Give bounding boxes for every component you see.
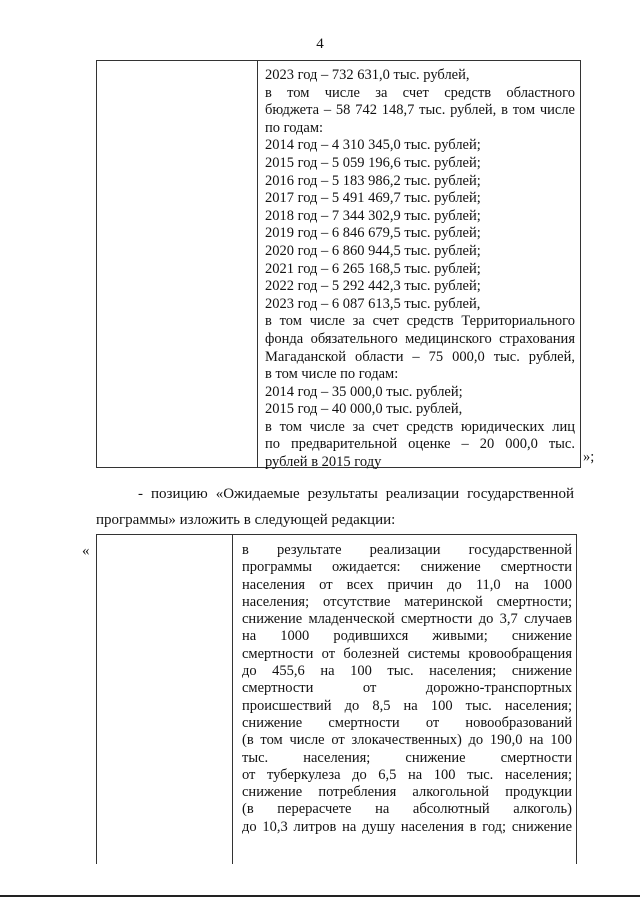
results-text	[242, 542, 572, 836]
table-line: 2023 год – 732 631,0 тыс. рублей,	[265, 67, 470, 83]
paragraph-line: - позицию «Ожидаемые результаты реализации государственной	[138, 486, 574, 502]
table-line: программы ожидается: снижение смертности	[242, 559, 572, 576]
table-line: происшествий до 8,5 на 100 тыс. населения;	[242, 697, 572, 714]
table-line: населения от всех причин до 11,0 на 1000	[242, 576, 572, 593]
table-line: до 10,3 литров на душу населения в год; снижение	[242, 818, 572, 835]
table-line: 2022 год – 5 292 442,3 тыс. рублей;	[265, 278, 481, 295]
column-divider	[232, 535, 233, 864]
table-line: рублей в 2015 году	[265, 454, 382, 471]
table-line: 2023 год – 6 087 613,5 тыс. рублей,	[265, 295, 481, 312]
table-line: в том числе за счет средств областного	[265, 84, 575, 101]
table-line: снижение потребления алкогольной продукции	[242, 784, 572, 801]
table-line: 2021 год – 6 265 168,5 тыс. рублей;	[265, 260, 481, 277]
table-line: Магаданской области – 75 000,0 тыс. рублей,	[265, 348, 575, 365]
table-line: фонда обязательного медицинского страхования	[265, 330, 575, 347]
funding-text	[265, 67, 575, 472]
table-line: по предварительной оценке – 20 000,0 тыс.	[265, 436, 575, 453]
table-line: от туберкулеза до 6,5 на 100 тыс. населения;	[242, 766, 572, 783]
table-line: смертности от дорожно-транспортных	[242, 680, 572, 697]
opening-quote: «	[82, 543, 90, 559]
column-divider	[257, 61, 258, 467]
paragraph-line: программы» изложить в следующей редакции:	[96, 512, 396, 528]
table-line: 2020 год – 6 860 944,5 тыс. рублей;	[265, 242, 481, 259]
table-line: в том числе по годам:	[265, 366, 399, 383]
table-line: 2018 год – 7 344 302,9 тыс. рублей;	[265, 207, 481, 224]
page-number: 4	[316, 36, 324, 52]
funding-table	[96, 60, 581, 471]
table-line: на 1000 родившихся живыми; снижение	[242, 628, 572, 645]
table-line: 2016 год – 5 183 986,2 тыс. рублей;	[265, 172, 481, 189]
table-line: (в том числе от злокачественных) до 190,0 на 100	[242, 732, 572, 749]
table-line: снижение младенческой смертности до 3,7 случаев	[242, 611, 572, 628]
table-line: снижение смертности от новообразований	[242, 714, 572, 731]
results-table	[96, 534, 577, 864]
table-line: в том числе за счет средств юридических лиц	[265, 418, 575, 435]
table-line: 2015 год – 40 000,0 тыс. рублей,	[265, 401, 463, 418]
table-line: 2014 год – 4 310 345,0 тыс. рублей;	[265, 137, 481, 154]
table-line: в том числе за счет средств Территориального	[265, 313, 575, 330]
table-line: смертности от болезней системы кровообращения	[242, 645, 572, 662]
table-line: 2015 год – 5 059 196,6 тыс. рублей;	[265, 154, 481, 171]
table-line: 2019 год – 6 846 679,5 тыс. рублей;	[265, 225, 481, 242]
page-bottom-rule	[0, 895, 640, 897]
closing-quote: »;	[583, 449, 595, 465]
table-line: по годам:	[265, 119, 324, 136]
table-line: тыс. населения; снижение смертности	[242, 749, 572, 766]
table-line: до 455,6 на 100 тыс. населения; снижение	[242, 663, 572, 680]
table-line: (в перерасчете на абсолютный алкоголь)	[242, 801, 572, 818]
table-line: в результате реализации государственной	[242, 542, 572, 558]
table-line: бюджета – 58 742 148,7 тыс. рублей, в том числе	[265, 102, 575, 119]
table-line: 2014 год – 35 000,0 тыс. рублей;	[265, 383, 463, 400]
table-line: населения; отсутствие материнской смертности;	[242, 593, 572, 610]
table-line: 2017 год – 5 491 469,7 тыс. рублей;	[265, 190, 481, 207]
